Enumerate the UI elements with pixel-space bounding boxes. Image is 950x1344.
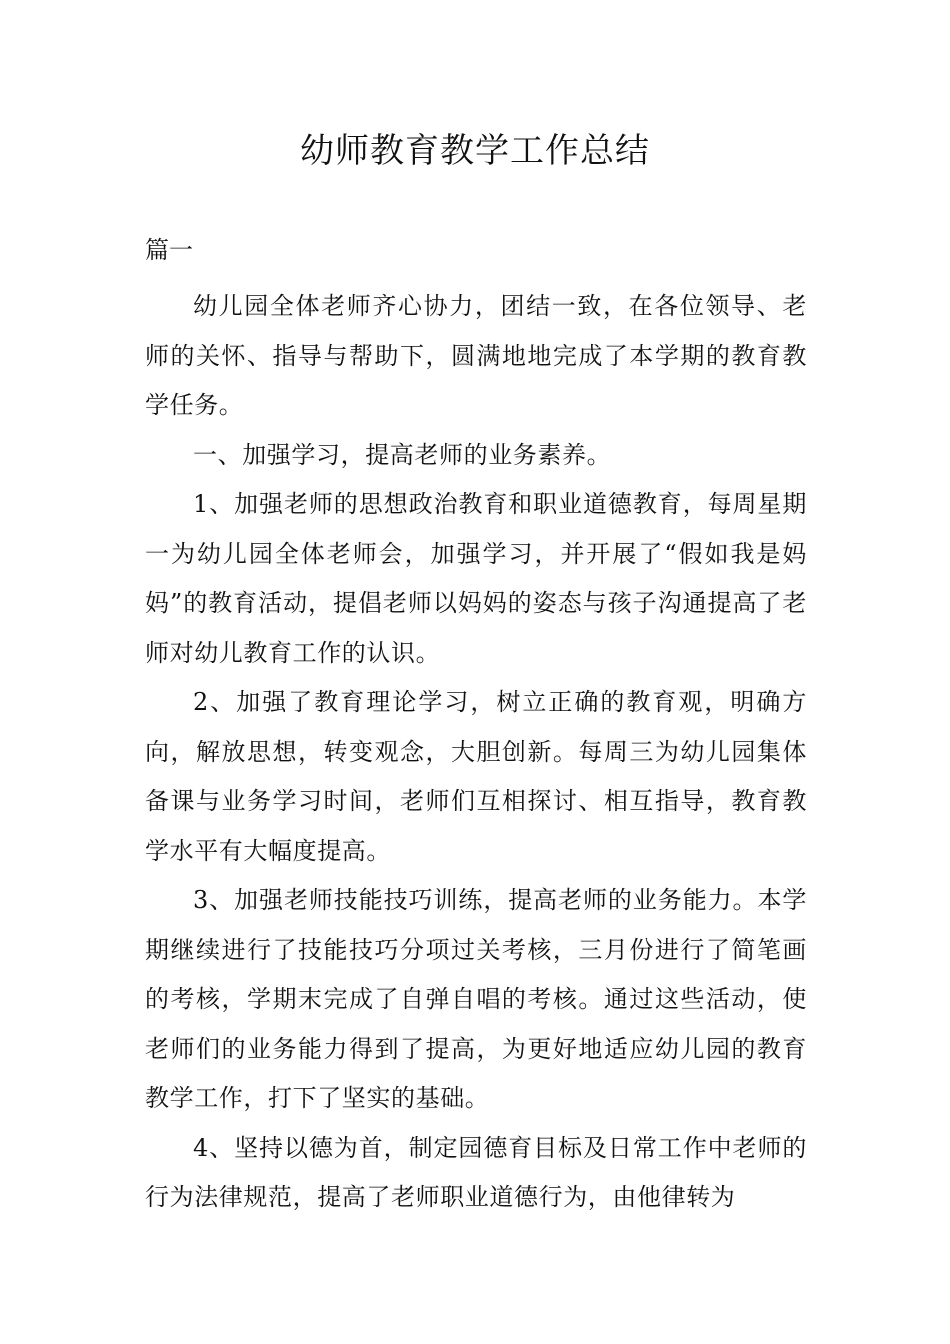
paragraph-item-1: 1、加强老师的思想政治教育和职业道德教育，每周星期一为幼儿园全体老师会，加强学习，并开展了“假如我是妈妈”的教育活动，提倡老师以妈妈的姿态与孩子沟通提高了老师对幼儿教育工作的认识。 — [145, 490, 807, 667]
paragraph-item-3: 3、加强老师技能技巧训练，提高老师的业务能力。本学期继续进行了技能技巧分项过关考核，三月份进行了简笔画的考核，学期末完成了自弹自唱的考核。通过这些活动，使老师们的业务能力得到了提高，为更好地适应幼儿园的教育教学工作，打下了坚实的基础。 — [145, 886, 807, 1112]
paragraph-item-4: 4、坚持以德为首，制定园德育目标及日常工作中老师的行为法律规范，提高了老师职业道德行为，由他律转为 — [145, 1133, 807, 1211]
document-body — [145, 282, 807, 1223]
heading-section-1: 一、加强学习，提高老师的业务素养。 — [193, 440, 612, 469]
section-label: 篇一 — [145, 236, 193, 264]
paragraph-item-2: 2、加强了教育理论学习，树立正确的教育观，明确方向，解放思想，转变观念，大胆创新。每周三为幼儿园集体备课与业务学习时间，老师们互相探讨、相互指导，教育教学水平有大幅度提高。 — [145, 688, 807, 865]
document-title: 幼师教育教学工作总结 — [300, 131, 650, 171]
paragraph-intro: 幼儿园全体老师齐心协力，团结一致，在各位领导、老师的关怀、指导与帮助下，圆满地地完成了本学期的教育教学任务。 — [145, 292, 807, 419]
